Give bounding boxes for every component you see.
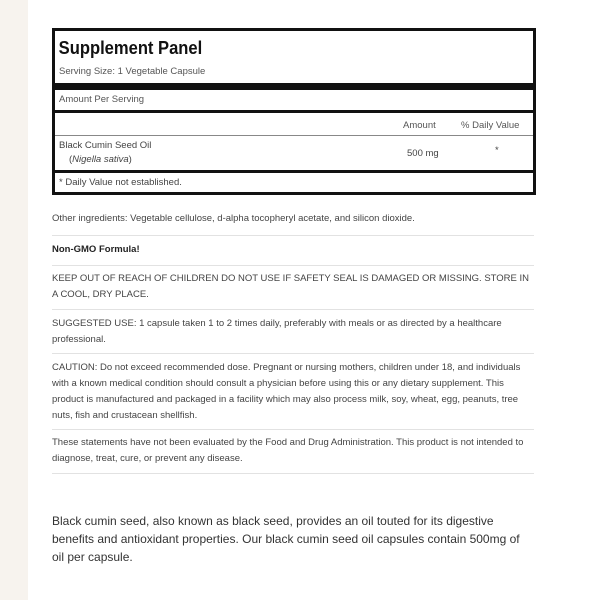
left-background-strip [0, 0, 28, 600]
ingredient-latin-name: (Nigella sativa) [69, 154, 132, 165]
serving-size: Serving Size: 1 Vegetable Capsule [55, 62, 533, 90]
divider [52, 265, 534, 266]
column-header-daily-value: % Daily Value [461, 120, 520, 131]
panel-title: Supplement Panel [58, 38, 203, 58]
ingredient-name: Black Cumin Seed Oil [59, 140, 152, 151]
fda-disclaimer: These statements have not been evaluated by the Food and Drug Administration. This product is not intended to diagnose, treat, cure, or prevent any disease. [52, 437, 524, 464]
caution-text: CAUTION: Do not exceed recommended dose. Pregnant or nursing mothers, children under 18, and individuals with a known medical condition should consult a physician before using this or any dietary supplement. This product is manufactured and packaged in a facility which may also process milk, soy, wheat, egg, peanuts, tree nuts, fish and crustacean shellfish. [52, 362, 521, 421]
non-gmo-label: Non-GMO Formula! [52, 244, 140, 255]
product-description: Black cumin seed, also known as black seed, provides an oil touted for its digestive benefits and antioxidant properties. Our black cumin seed oil capsules contain 500mg of oil per capsule. [52, 514, 520, 564]
divider [52, 473, 534, 474]
divider [52, 235, 534, 236]
storage-warning: KEEP OUT OF REACH OF CHILDREN DO NOT USE IF SAFETY SEAL IS DAMAGED OR MISSING. STORE IN A COOL, DRY PLACE. [52, 273, 530, 300]
divider [52, 309, 534, 310]
supplement-panel [52, 28, 536, 195]
suggested-use: SUGGESTED USE: 1 capsule taken 1 to 2 times daily, preferably with meals or as directed by a healthcare professional. [52, 318, 502, 345]
other-ingredients: Other ingredients: Vegetable cellulose, d-alpha tocopheryl acetate, and silicon dioxide. [52, 213, 415, 224]
ingredient-row [55, 136, 533, 173]
divider [52, 353, 534, 354]
ingredient-amount: 500 mg [407, 148, 439, 159]
column-header-amount: Amount [403, 120, 436, 131]
divider [52, 429, 534, 430]
column-headers [55, 113, 533, 136]
amount-per-serving: Amount Per Serving [55, 90, 533, 113]
ingredient-daily-value: * [495, 145, 499, 156]
daily-value-footnote: * Daily Value not established. [59, 177, 182, 188]
